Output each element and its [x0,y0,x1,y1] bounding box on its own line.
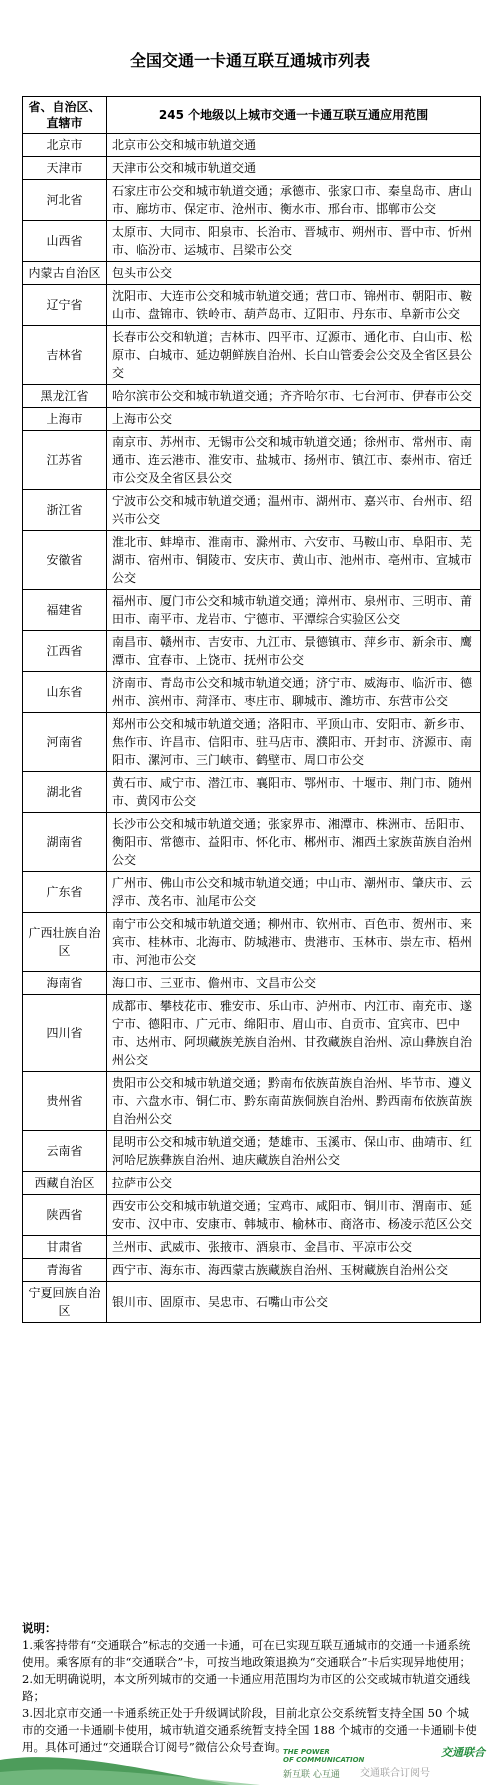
header-province: 省、自治区、直辖市 [23,97,107,134]
scope-cell: 南京市、苏州市、无锡市公交和城市轨道交通；徐州市、常州市、南通市、连云港市、淮安市、盐城市、扬州市、镇江市、泰州市、宿迁市公交及全省区县公交 [107,431,481,490]
table-row [23,180,481,221]
table-row [23,1282,481,1323]
table-header-row [23,97,481,134]
province-cell: 浙江省 [23,490,107,531]
table-row [23,672,481,713]
province-cell: 宁夏回族自治区 [23,1282,107,1323]
province-cell: 湖南省 [23,813,107,872]
province-cell: 陕西省 [23,1195,107,1236]
city-table [22,96,481,1323]
note-item: 2.如无明确说明，本文所列城市的交通一卡通应用范围均为市区的公交或城市轨道交通线路； [22,1672,470,1703]
table-row [23,1195,481,1236]
province-cell: 江西省 [23,631,107,672]
scope-cell: 哈尔滨市公交和城市轨道交通；齐齐哈尔市、七台河市、伊春市公交 [107,385,481,408]
footer-slogan: 新互联 心互通 [283,1770,340,1780]
table-row [23,285,481,326]
page-title: 全国交通一卡通互联互通城市列表 [129,51,370,70]
province-cell: 内蒙古自治区 [23,262,107,285]
province-cell: 吉林省 [23,326,107,385]
table-row [23,713,481,772]
scope-cell: 贵阳市公交和城市轨道交通；黔南布依族苗族自治州、毕节市、遵义市、六盘水市、铜仁市、黔东南苗族侗族自治州、黔西南布依族苗族自治州公交 [107,1072,481,1131]
table-row [23,872,481,913]
scope-cell: 南宁市公交和城市轨道交通；柳州市、钦州市、百色市、贺州市、来宾市、桂林市、北海市、防城港市、贵港市、玉林市、崇左市、梧州市、河池市公交 [107,913,481,972]
province-cell: 贵州省 [23,1072,107,1131]
tagline-line1: THE POWER [283,1748,330,1756]
scope-cell: 广州市、佛山市公交和城市轨道交通；中山市、潮州市、肇庆市、云浮市、茂名市、汕尾市公交 [107,872,481,913]
province-cell: 河北省 [23,180,107,221]
watermark: 交通联合订阅号 [360,1768,430,1779]
scope-cell: 海口市、三亚市、儋州市、文昌市公交 [107,972,481,995]
table-row [23,813,481,872]
brand-logo: 交通联合 [441,1746,485,1759]
province-cell: 青海省 [23,1259,107,1282]
table-row [23,1236,481,1259]
scope-cell: 沈阳市、大连市公交和城市轨道交通；营口市、锦州市、朝阳市、鞍山市、盘锦市、铁岭市、葫芦岛市、辽阳市、丹东市、阜新市公交 [107,285,481,326]
scope-cell: 成都市、攀枝花市、雅安市、乐山市、泸州市、内江市、南充市、遂宁市、德阳市、广元市、绵阳市、眉山市、自贡市、宜宾市、巴中市、达州市、阿坝藏族羌族自治州、甘孜藏族自治州、凉山彝族自治州公交 [107,995,481,1072]
table-row [23,157,481,180]
table-row [23,221,481,262]
table-row [23,326,481,385]
notes-heading: 说明： [22,1621,57,1635]
scope-cell: 拉萨市公交 [107,1172,481,1195]
table-row [23,1172,481,1195]
scope-cell: 宁波市公交和城市轨道交通；温州市、湖州市、嘉兴市、台州市、绍兴市公交 [107,490,481,531]
table-row [23,913,481,972]
table-row [23,431,481,490]
province-cell: 广西壮族自治区 [23,913,107,972]
province-cell: 甘肃省 [23,1236,107,1259]
tagline-line2: OF COMMUNICATION [283,1756,365,1764]
footer-tagline [283,1748,393,1764]
table-row [23,490,481,531]
province-cell: 山西省 [23,221,107,262]
scope-cell: 包头市公交 [107,262,481,285]
province-cell: 福建省 [23,590,107,631]
province-cell: 上海市 [23,408,107,431]
scope-cell: 郑州市公交和城市轨道交通；洛阳市、平顶山市、安阳市、新乡市、焦作市、许昌市、信阳市、驻马店市、濮阳市、开封市、济源市、南阳市、漯河市、三门峡市、鹤壁市、周口市公交 [107,713,481,772]
province-cell: 河南省 [23,713,107,772]
table-row [23,408,481,431]
scope-cell: 淮北市、蚌埠市、淮南市、滁州市、六安市、马鞍山市、阜阳市、芜湖市、宿州市、铜陵市、安庆市、黄山市、池州市、亳州市、宣城市公交 [107,531,481,590]
province-cell: 湖北省 [23,772,107,813]
scope-cell: 西宁市、海东市、海西蒙古族藏族自治州、玉树藏族自治州公交 [107,1259,481,1282]
province-cell: 广东省 [23,872,107,913]
scope-cell: 南昌市、赣州市、吉安市、九江市、景德镇市、萍乡市、新余市、鹰潭市、宜春市、上饶市、抚州市公交 [107,631,481,672]
table-row [23,134,481,157]
header-scope: 245 个地级以上城市交通一卡通互联互通应用范围 [107,97,481,134]
table-row [23,1259,481,1282]
scope-cell: 长沙市公交和城市轨道交通；张家界市、湘潭市、株洲市、岳阳市、衡阳市、常德市、益阳市、怀化市、郴州市、湘西土家族苗族自治州公交 [107,813,481,872]
table-row [23,590,481,631]
table-row [23,995,481,1072]
city-table-body [23,134,481,1323]
scope-cell: 黄石市、咸宁市、潜江市、襄阳市、鄂州市、十堰市、荆门市、随州市、黄冈市公交 [107,772,481,813]
province-cell: 北京市 [23,134,107,157]
province-cell: 江苏省 [23,431,107,490]
scope-cell: 银川市、固原市、吴忠市、石嘴山市公交 [107,1282,481,1323]
province-cell: 辽宁省 [23,285,107,326]
province-cell: 安徽省 [23,531,107,590]
table-row [23,385,481,408]
scope-cell: 太原市、大同市、阳泉市、长治市、晋城市、朔州市、晋中市、忻州市、临汾市、运城市、吕梁市公交 [107,221,481,262]
scope-cell: 兰州市、武威市、张掖市、酒泉市、金昌市、平凉市公交 [107,1236,481,1259]
scope-cell: 济南市、青岛市公交和城市轨道交通；济宁市、威海市、临沂市、德州市、滨州市、菏泽市、枣庄市、聊城市、潍坊市、东营市公交 [107,672,481,713]
note-item: 3.因北京市交通一卡通系统正处于升级调试阶段，目前北京公交系统暂支持全国 50 个城市的交通一卡通刷卡使用，城市轨道交通系统暂支持全国 188 个城市的交通一卡通刷卡使用。具体可通过“交通联合订阅号”微信公众号查询。 [22,1706,477,1754]
footer [0,1742,500,1785]
scope-cell: 昆明市公交和城市轨道交通；楚雄市、玉溪市、保山市、曲靖市、红河哈尼族彝族自治州、迪庆藏族自治州公交 [107,1131,481,1172]
table-row [23,531,481,590]
scope-cell: 石家庄市公交和城市轨道交通；承德市、张家口市、秦皇岛市、唐山市、廊坊市、保定市、沧州市、衡水市、邢台市、邯郸市公交 [107,180,481,221]
province-cell: 四川省 [23,995,107,1072]
province-cell: 黑龙江省 [23,385,107,408]
table-row [23,262,481,285]
province-cell: 山东省 [23,672,107,713]
table-row [23,772,481,813]
scope-cell: 上海市公交 [107,408,481,431]
province-cell: 西藏自治区 [23,1172,107,1195]
province-cell: 天津市 [23,157,107,180]
table-row [23,1131,481,1172]
province-cell: 云南省 [23,1131,107,1172]
scope-cell: 北京市公交和城市轨道交通 [107,134,481,157]
table-row [23,1072,481,1131]
notes [22,1620,478,1756]
table-row [23,631,481,672]
province-cell: 海南省 [23,972,107,995]
note-item: 1.乘客持带有“交通联合”标志的交通一卡通，可在已实现互联互通城市的交通一卡通系统使用。乘客原有的非“交通联合”卡，可按当地政策退换为“交通联合”卡后实现异地使用； [22,1638,472,1669]
scope-cell: 西安市公交和城市轨道交通；宝鸡市、咸阳市、铜川市、渭南市、延安市、汉中市、安康市、韩城市、榆林市、商洛市、杨凌示范区公交 [107,1195,481,1236]
scope-cell: 长春市公交和轨道；吉林市、四平市、辽源市、通化市、白山市、松原市、白城市、延边朝鲜族自治州、长白山管委会公交及全省区县公交 [107,326,481,385]
scope-cell: 福州市、厦门市公交和城市轨道交通；漳州市、泉州市、三明市、莆田市、南平市、龙岩市、宁德市、平潭综合实验区公交 [107,590,481,631]
table-row [23,972,481,995]
scope-cell: 天津市公交和城市轨道交通 [107,157,481,180]
